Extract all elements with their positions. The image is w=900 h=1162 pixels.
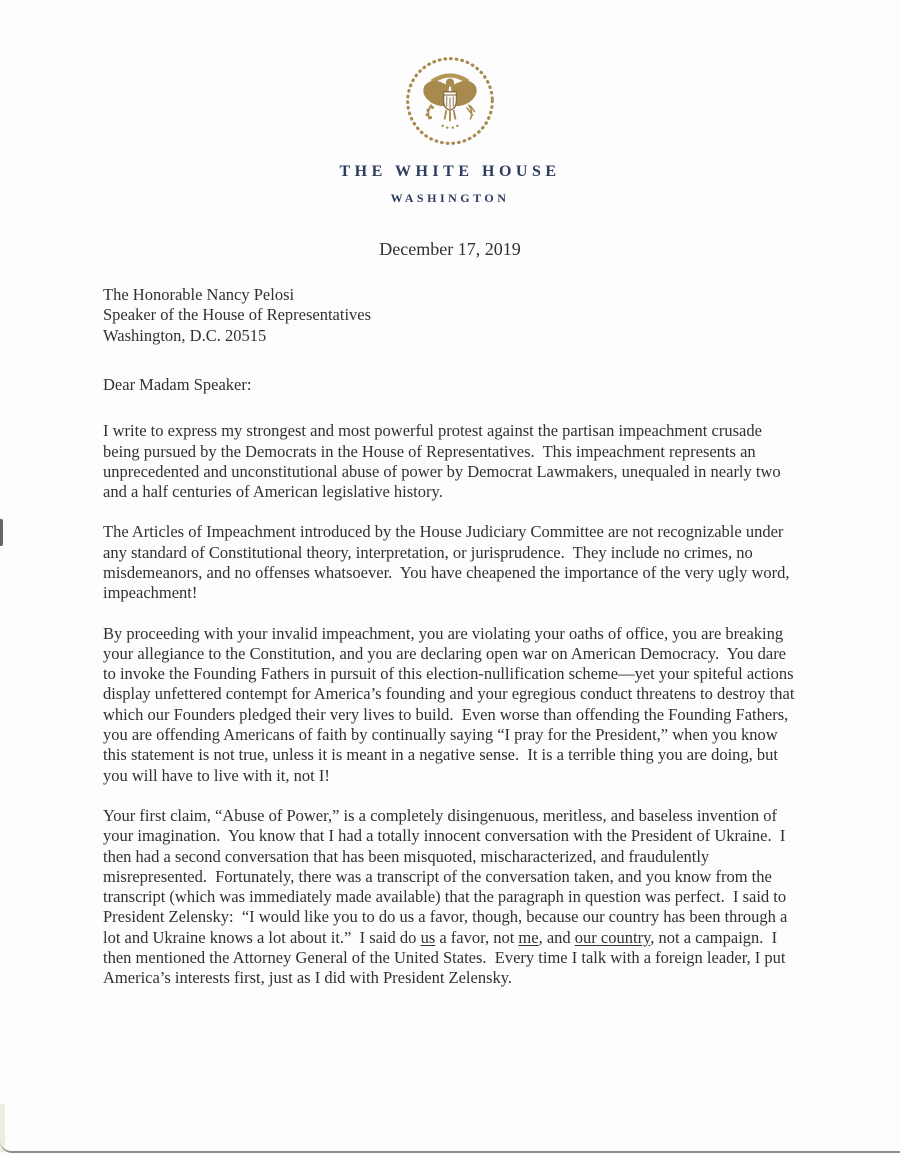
paragraph-text: The Articles of Impeachment introduced by the House Judiciary Committee are not recognizable under any standard of Constitutional theory, interpretation, or jurisprudence. They include no crimes, no misdemeanors, and no offenses whatsoever. You have cheapened the importance of the very ugly word, impeachment!	[103, 522, 794, 603]
paragraph-text: I write to express my strongest and most powerful protest against the partisan impeachment crusade being pursued by the Democrats in the House of Representatives. This impeachment represents an unprecedented and unconstitutional abuse of power by Democrat Lawmakers, unequaled in nearly two and a half centuries of American legislative history.	[103, 421, 785, 502]
presidential-seal-icon	[399, 55, 501, 147]
letterhead	[0, 55, 900, 206]
recipient-line: Washington, D.C. 20515	[103, 325, 267, 345]
scan-artifact-left-mark	[0, 519, 3, 546]
paragraph-text: a favor, not	[435, 927, 519, 947]
letter-paragraph	[103, 421, 795, 502]
letter-paragraph	[103, 522, 795, 603]
underlined-text: me	[518, 927, 539, 947]
scan-background-below-page	[0, 1154, 900, 1162]
underlined-text: our country	[574, 927, 651, 947]
recipient-line: The Honorable Nancy Pelosi	[103, 285, 295, 304]
letter-body	[103, 421, 799, 988]
recipient-line: Speaker of the House of Representatives	[103, 305, 372, 325]
letter-paragraph	[103, 806, 795, 989]
underlined-text: us	[420, 927, 436, 947]
paragraph-text: , and	[538, 927, 575, 947]
paragraph-text: Your first claim, “Abuse of Power,” is a completely disingenuous, meritless, and baseless invention of your imagination. You know that I had a totally innocent conversation with the President of Ukraine. I then had a second conversation that has been misquoted, mischaracterized, and fraudulently misrepresented. Fortunately, there was a transcript of the conversation taken, and you know from the transcript (which was immediately made available) that the paragraph in question was perfect. I said to President Zelensky: “I would like you to do us a favor, though, because our country has been through a lot and Ukraine knows a lot about it.” I said do	[103, 805, 792, 947]
letter-paragraph	[103, 623, 799, 786]
letterhead-subtitle: WASHINGTON	[390, 191, 510, 205]
paragraph-text: , not a campaign. I then mentioned the Attorney General of the United States. Every time I talk with a foreign leader, I put America’s interests first, just as I did with President Zelensky.	[103, 927, 789, 988]
letter-date: December 17, 2019	[379, 239, 521, 259]
paragraph-text: By proceeding with your invalid impeachment, you are violating your oaths of office, you are breaking your allegiance to the Constitution, and you are declaring open war on American Democracy. You dare to invoke the Founding Fathers in pursuit of this election-nullification scheme—yet your spiteful actions display unfettered contempt for America’s founding and your egregious conduct threatens to destroy that which our Founders pledged their very lives to build. Even worse than offending the Founding Fathers, you are offending Americans of faith by continually saying “I pray for the President,” when you know this statement is not true, unless it is meant in a negative sense. It is a terrible thing you are doing, but you will have to live with it, not I!	[103, 623, 799, 785]
letterhead-title: THE WHITE HOUSE	[339, 163, 561, 180]
recipient-address	[103, 285, 900, 346]
salutation: Dear Madam Speaker:	[103, 375, 252, 395]
scan-page-bottom-edge	[0, 1141, 900, 1153]
